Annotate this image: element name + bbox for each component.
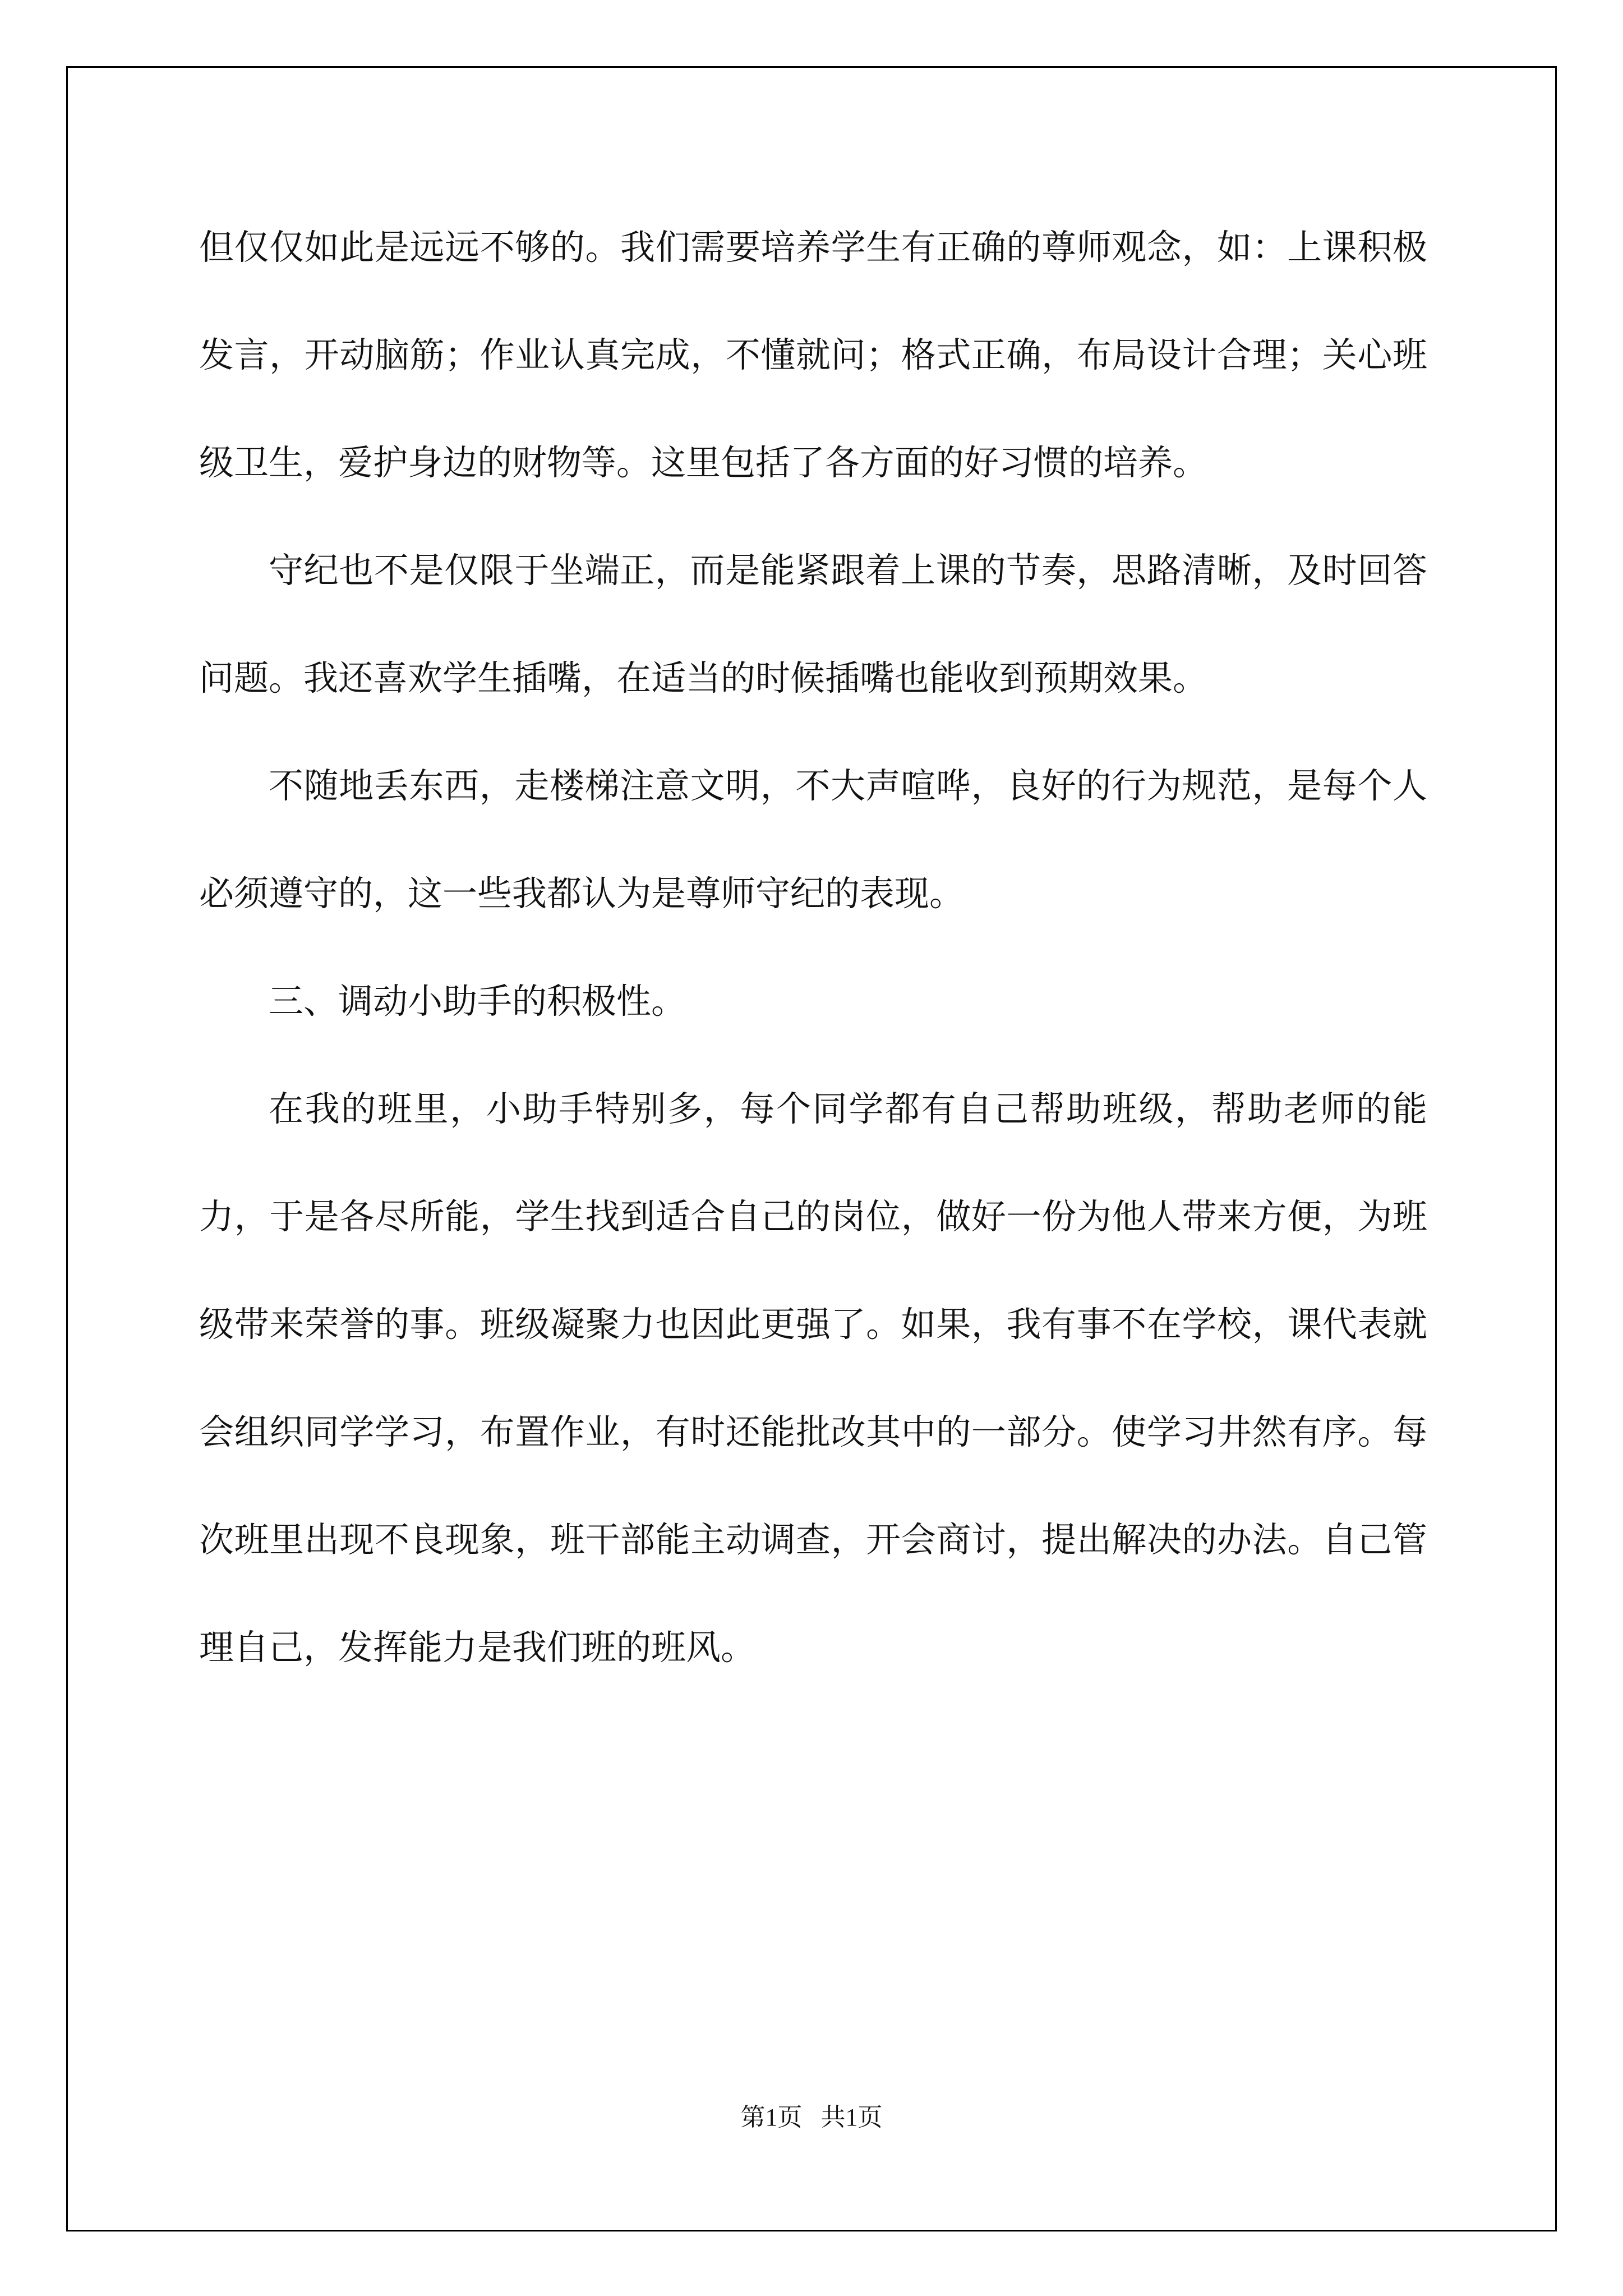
paragraph-1: 但仅仅如此是远远不够的。我们需要培养学生有正确的尊师观念，如：上课积极发言，开动脑筋；作业认真完成，不懂就问；格式正确，布局设计合理；关心班级卫生，爱护身边的财物等。这里包括了各方面的好习惯的培养。: [199, 227, 1427, 483]
paragraph-2: 守纪也不是仅限于坐端正，而是能紧跟着上课的节奏，思路清晰，及时回答问题。我还喜欢学生插嘴，在适当的时候插嘴也能收到预期效果。: [199, 550, 1427, 698]
paragraph-4: 在我的班里，小助手特别多，每个同学都有自己帮助班级，帮助老师的能力，于是各尽所能，学生找到适合自己的岗位，做好一份为他人带来方便，为班级带来荣誉的事。班级凝聚力也因此更强了。如果，我有事不在学校，课代表就会组织同学学习，布置作业，有时还能批改其中的一部分。使学习井然有序。每次班里出现不良现象，班干部能主动调查，开会商讨，提出解决的办法。自己管理自己，发挥能力是我们班的班风。: [199, 1088, 1427, 1668]
paragraph-3: 不随地丢东西，走楼梯注意文明，不大声喧哗，良好的行为规范，是每个人必须遵守的，这一些我都认为是尊师守纪的表现。: [199, 765, 1427, 914]
page-number-footer: 第1页 共1页: [740, 2104, 883, 2131]
section-heading: 三、调动小助手的积极性。: [269, 981, 686, 1022]
document-body: [199, 194, 1427, 1701]
